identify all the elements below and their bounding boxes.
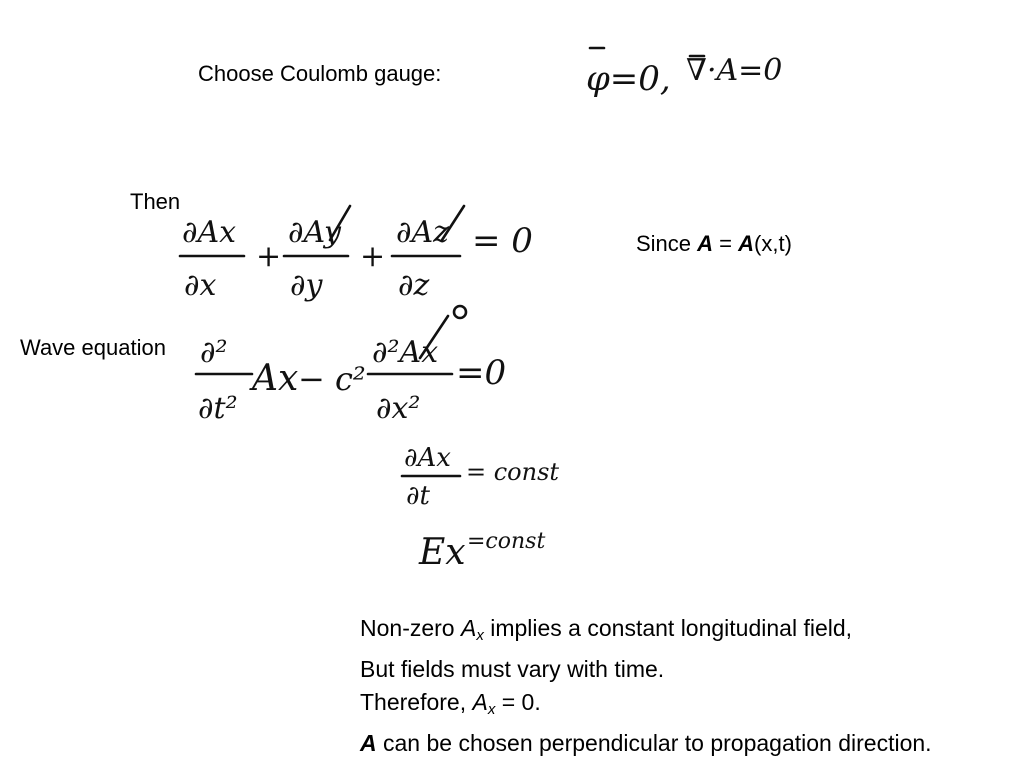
div-a-equals-zero: ∇·A=0 [686, 53, 783, 88]
conclusion-text [360, 612, 932, 760]
wave-equation-handwritten [190, 300, 530, 435]
coulomb-gauge-label: Choose Coulomb gauge: [198, 61, 442, 86]
ex-rhs: =const [467, 529, 546, 554]
conclusion-line-2: But fields must vary with time. [360, 655, 665, 682]
dax-dt-handwritten [398, 438, 588, 513]
dax-dt-denominator: ∂t [406, 481, 430, 511]
wave-minus-c2: − c² [298, 360, 366, 398]
ex-symbol: Ex [419, 532, 466, 573]
wave-dt2-denominator: ∂t² [198, 391, 238, 426]
divergence-equation-handwritten [172, 200, 562, 310]
div-dy-denominator: ∂y [290, 268, 323, 303]
plus-sign-2: + [360, 239, 386, 274]
dax-dt-numerator: ∂Ax [404, 443, 451, 473]
dax-dt-rhs: = const [466, 458, 560, 486]
gauge-condition-handwritten [580, 42, 810, 112]
div-dz-denominator: ∂z [398, 268, 430, 303]
div-dx-denominator: ∂x [184, 268, 217, 303]
wave-equation-label: Wave equation [20, 335, 166, 360]
wave-rhs: =0 [456, 353, 507, 393]
div-daz-numerator: ∂Az [396, 215, 449, 250]
wave-dx2-denominator: ∂x² [376, 391, 421, 426]
wave-d2ax-numerator: ∂²Ax [372, 335, 439, 370]
wave-d2-numerator: ∂² [200, 335, 228, 370]
div-day-numerator: ∂Ay [288, 215, 341, 250]
then-label: Then [130, 189, 181, 214]
conclusion-line-3: Therefore, $A_x = 0$. [360, 689, 541, 718]
strike-zero [454, 306, 466, 318]
since-statement: Since A = A(x,t) [636, 231, 792, 256]
conclusion-line-4: A can be chosen perpendicular to propagation direction. [360, 729, 932, 756]
plus-sign-1: + [256, 239, 282, 274]
wave-ax: Ax [252, 358, 299, 399]
div-rhs: = 0 [472, 221, 533, 261]
ex-const-handwritten [415, 520, 575, 582]
div-dax-numerator: ∂Ax [182, 215, 237, 250]
conclusion-line-1: Non-zero $A_x$ implies a constant longitudinal field, [360, 615, 853, 644]
phi-equals-zero: φ=0, [586, 59, 671, 99]
